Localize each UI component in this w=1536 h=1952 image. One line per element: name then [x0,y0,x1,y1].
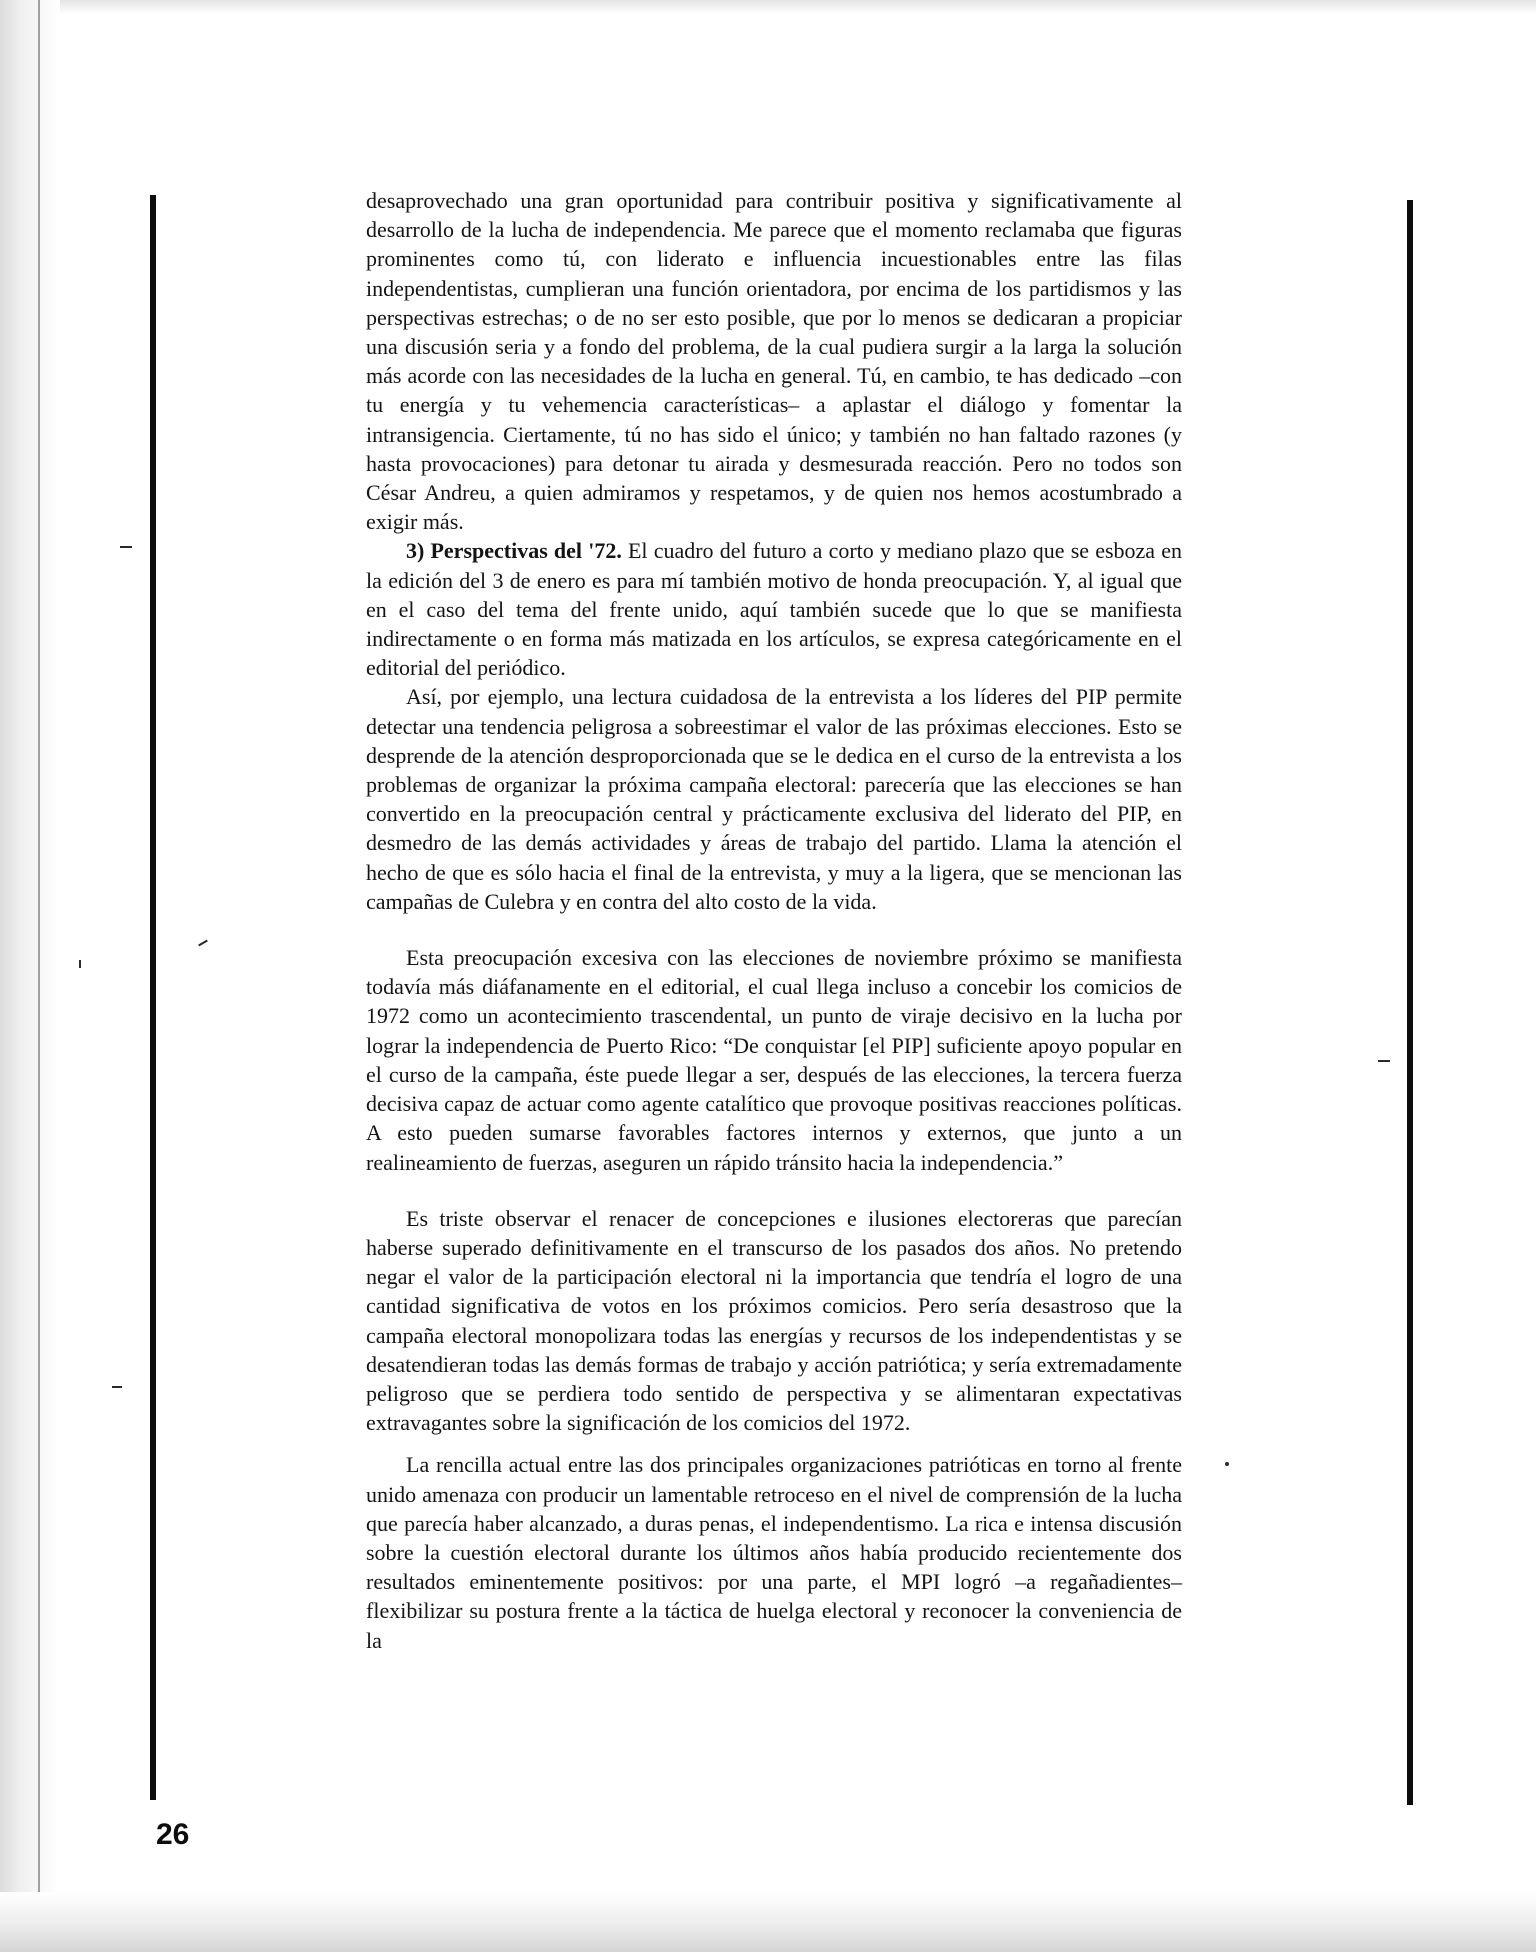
article-body [366,186,1182,1655]
scan-binding-line [38,0,40,1952]
scan-left-shadow [0,0,60,1952]
scan-speck [79,960,81,968]
right-margin-bar [1407,200,1413,1805]
scan-speck [198,940,208,947]
scan-bottom-shadow [0,1892,1536,1952]
scan-speck [1378,1060,1390,1062]
paragraph-2 [366,536,1182,682]
page-number: 26 [156,1818,190,1851]
scan-speck [112,1386,122,1388]
paragraph-2-text: El cuadro del futuro a corto y mediano plazo que se esboza en la edición del 3 de enero es para mí también motivo de honda preocupación. Y, al igual que en el caso del tema del frente unido, aquí también sucede que lo que se manifiesta indirectamente o en forma más matizada en los artículos, se expresa categóricamente en el editorial del periódico. [366,538,1182,681]
paragraph-4: Esta preocupación excesiva con las elecciones de noviembre próximo se manifiesta todavía más diáfanamente en el editorial, el cual llega incluso a concebir los comicios de 1972 como un acontecimiento trascendental, un punto de viraje decisivo en la lucha por lograr la independencia de Puerto Rico: “De conquistar [el PIP] suficiente apoyo popular en el curso de la campaña, éste puede llegar a ser, después de las elecciones, la tercera fuerza decisiva capaz de actuar como agente catalítico que provoque positivas reacciones políticas. A esto pueden sumarse favorables factores internos y externos, que junto a un realineamiento de fuerzas, aseguren un rápido tránsito hacia la independencia.” [366,945,1182,1175]
paragraph-3: Así, por ejemplo, una lectura cuidadosa de la entrevista a los líderes del PIP permite detectar una tendencia peligrosa a sobreestimar el valor de las próximas elecciones. Esto se desprende de la atención desproporcionada que se le dedica en el curso de la entrevista a los problemas de organizar la próxima campaña electoral: parecería que las elecciones se han convertido en la preocupación central y prácticamente exclusiva del liderato del PIP, en desmedro de las demás actividades y áreas de trabajo del partido. Llama la atención el hecho de que es sólo hacia el final de la entrevista, y muy a la ligera, que se mencionan las campañas de Culebra y en contra del alto costo de la vida. [366,684,1182,914]
paragraph-5: Es triste observar el renacer de concepciones e ilusiones electoreras que parecían haberse superado definitivamente en el transcurso de los pasados dos años. No pretendo negar el valor de la participación electoral ni la importancia que tendría el logro de una cantidad significativa de votos en los próximos comicios. Pero sería desastroso que la campaña electoral monopolizara todas las energías y recursos de los independentistas y se desatendieran todas las demás formas de trabajo y acción patriótica; y sería extremadamente peligroso que se perdiera todo sentido de perspectiva y se alimentaran expectativas extravagantes sobre la significación de los comicios del 1972. [366,1205,1182,1436]
scan-speck [1225,1462,1229,1466]
paragraph-1: desaprovechado una gran oportunidad para contribuir positiva y significativamente al desarrollo de la lucha de independencia. Me parece que el momento reclamaba que figuras prominentes como tú, con liderato e influencia incuestionables entre las filas independentistas, cumplieran una función orientadora, por encima de los partidismos y las perspectivas estrechas; o de no ser esto posible, que por lo menos se dedicaran a propiciar una discusión seria y a fondo del problema, de la cual pudiera surgir a la larga la solución más acorde con las necesidades de la lucha en general. Tú, en cambio, te has dedicado –con tu energía y tu vehemencia características– a aplastar el diálogo y fomentar la intransigencia. Ciertamente, tú no has sido el único; y también no han faltado razones (y hasta provocaciones) para detonar tu airada y desmesurada reacción. Pero no todos son César Andreu, a quien admiramos y respetamos, y de quien nos hemos acostumbrado a exigir más. [366,188,1182,535]
section-heading: 3) Perspectivas del '72. [406,538,622,564]
paragraph-6: La rencilla actual entre las dos principales organizaciones patrióticas en torno al frente unido amenaza con producir un lamentable retroceso en el nivel de comprensión de la lucha que parecía haber alcanzado, a duras penas, el independentismo. La rica e intensa discusión sobre la cuestión electoral durante los últimos años había producido recientemente dos resultados eminentemente positivos: por una parte, el MPI logró –a regañadientes– flexibilizar su postura frente a la táctica de huelga electoral y reconocer la conveniencia de la [366,1452,1182,1653]
left-margin-bar [150,195,156,1800]
scan-speck [120,546,132,548]
scan-top-shadow [0,0,1536,14]
